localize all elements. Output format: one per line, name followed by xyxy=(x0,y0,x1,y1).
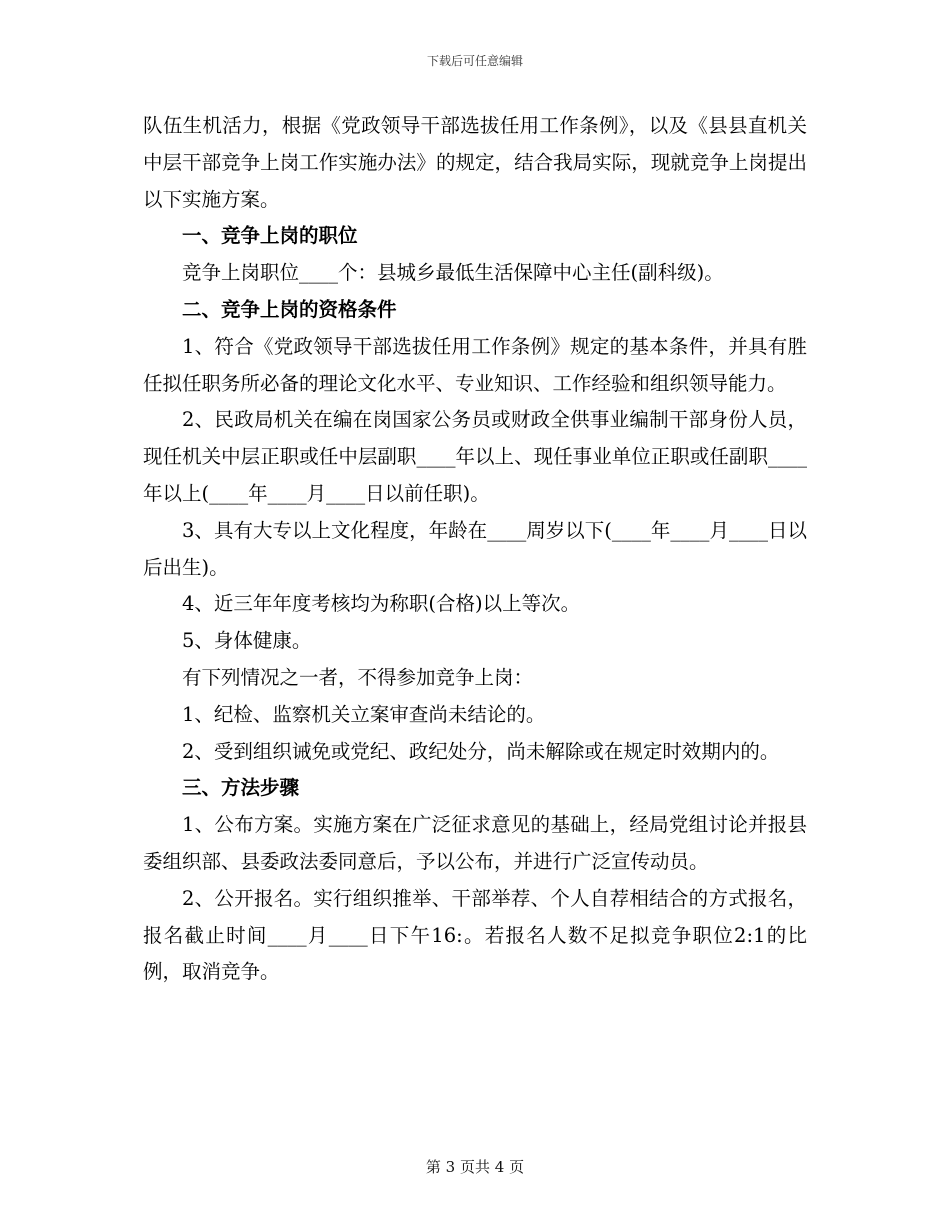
page-footer: 第 3 页共 4 页 xyxy=(425,1158,525,1176)
paragraph: 竞争上岗职位____个：县城乡最低生活保障中心主任(副科级)。 xyxy=(182,261,724,285)
page-header: 下载后可任意编辑 xyxy=(426,54,523,68)
paragraph: 2、公开报名。实行组织推举、干部举荐、个人自荐相结合的方式报名，报名截止时间____月____日下午16:。若报名人数不足拟竞争职位2:1的比例，取消竞争。 xyxy=(143,886,807,984)
section-heading: 二、竞争上岗的资格条件 xyxy=(182,297,397,321)
document-body xyxy=(143,108,807,991)
paragraph: 有下列情况之一者，不得参加竞争上岗： xyxy=(182,665,534,689)
paragraph: 2、受到组织诫免或党纪、政纪处分，尚未解除或在规定时效期内的。 xyxy=(182,739,780,763)
paragraph: 队伍生机活力，根据《党政领导干部选拔任用工作条例》，以及《县县直机关中层干部竞争上岗工作实施办法》的规定，结合我局实际，现就竞争上岗提出以下实施方案。 xyxy=(143,114,807,211)
section-heading: 三、方法步骤 xyxy=(182,776,300,800)
paragraph: 1、纪检、监察机关立案审查尚未结论的。 xyxy=(182,702,546,726)
paragraph: 4、近三年年度考核均为称职(合格)以上等次。 xyxy=(182,592,581,616)
paragraph: 3、具有大专以上文化程度，年龄在____周岁以下(____年____月____日以后出生)。 xyxy=(143,518,807,579)
paragraph: 2、民政局机关在编在岗国家公务员或财政全供事业编制干部身份人员，现任机关中层正职或任中层副职____年以上、现任事业单位正职或任副职____年以上(____年____月____日以前任职)。 xyxy=(143,408,807,505)
paragraph: 5、身体健康。 xyxy=(182,629,312,653)
section-heading: 一、竞争上岗的职位 xyxy=(182,224,358,248)
paragraph: 1、公布方案。实施方案在广泛征求意见的基础上，经局党组讨论并报县委组织部、县委政法委同意后，予以公布，并进行广泛宣传动员。 xyxy=(143,813,807,873)
paragraph: 1、符合《党政领导干部选拔任用工作条例》规定的基本条件，并具有胜任拟任职务所必备的理论文化水平、专业知识、工作经验和组织领导能力。 xyxy=(143,334,807,395)
